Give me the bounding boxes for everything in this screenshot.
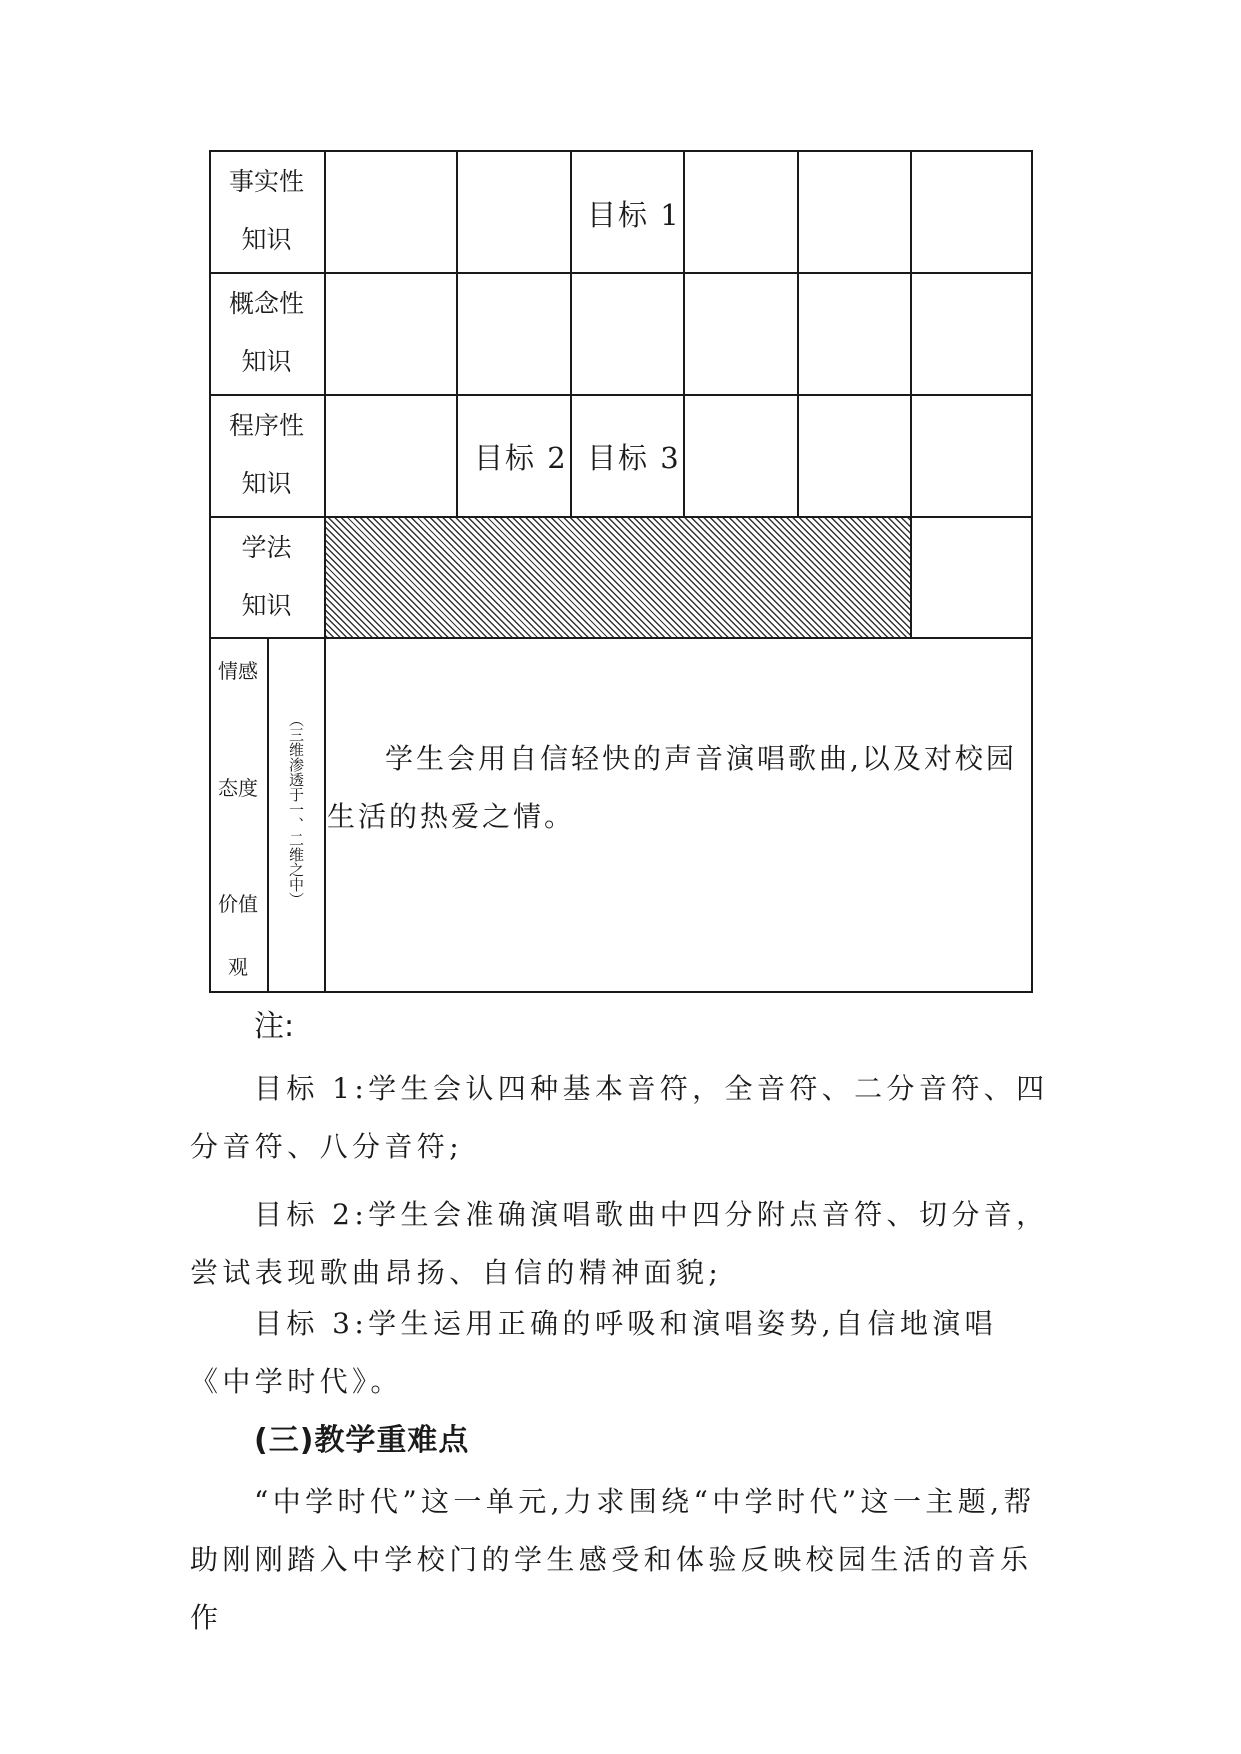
section-heading: (三)教学重难点 bbox=[254, 1423, 470, 1458]
row-label-procedural-line2: 知识 bbox=[241, 469, 292, 498]
cell-goal-2: 目标 2 bbox=[474, 441, 568, 475]
row-label-factual-line1: 事实性 bbox=[228, 167, 304, 196]
row-label-conceptual-line2: 知识 bbox=[241, 347, 292, 376]
table-col-divider bbox=[683, 150, 685, 516]
goal-table bbox=[209, 150, 1033, 993]
goal-1-note: 目标 1:学生会认四种基本音符，全音符、二分音符、四分音符、八分音符; bbox=[190, 1072, 1049, 1163]
row-label-procedural-line1: 程序性 bbox=[228, 411, 304, 440]
table-col-divider bbox=[910, 150, 912, 637]
row-label-learning-line2: 知识 bbox=[241, 591, 292, 620]
goal-3-note: 目标 3:学生运用正确的呼吸和演唱姿势,自信地演唱《中学时代》。 bbox=[190, 1307, 998, 1398]
goal-2-note: 目标 2:学生会准确演唱歌曲中四分附点音符、切分音，尝试表现歌曲昂扬、自信的精神面貌; bbox=[190, 1198, 1049, 1289]
section-body: “中学时代”这一单元,力求围绕“中学时代”这一主题,帮助刚刚踏入中学校门的学生感受和体验反映校园生活的音乐作 bbox=[190, 1485, 1036, 1634]
affect-label-part: 价值 bbox=[218, 892, 258, 916]
table-col-divider bbox=[456, 150, 458, 516]
cell-goal-3: 目标 3 bbox=[587, 441, 681, 475]
row-label-learning-line1: 学法 bbox=[241, 533, 292, 562]
table-border-right bbox=[1031, 150, 1033, 993]
note-title: 注: bbox=[254, 1009, 295, 1044]
table-col-divider bbox=[570, 150, 572, 516]
row-label-conceptual-line1: 概念性 bbox=[228, 289, 304, 318]
affect-vertical-note: （三维渗透于一、二维之中） bbox=[287, 712, 305, 907]
affect-label-part: 情感 bbox=[218, 659, 258, 683]
affect-inner-divider bbox=[267, 637, 269, 993]
affect-label-part: 态度 bbox=[218, 776, 258, 800]
cell-goal-1: 目标 1 bbox=[587, 198, 681, 232]
affect-description: 学生会用自信轻快的声音演唱歌曲,以及对校园生活的热爱之情。 bbox=[327, 742, 1017, 833]
hatched-cell bbox=[326, 518, 910, 637]
table-row-divider bbox=[209, 637, 1033, 639]
table-col-divider bbox=[797, 150, 799, 516]
table-border-bottom bbox=[209, 991, 1033, 993]
row-label-factual-line2: 知识 bbox=[241, 225, 292, 254]
affect-label-part: 观 bbox=[228, 955, 248, 979]
